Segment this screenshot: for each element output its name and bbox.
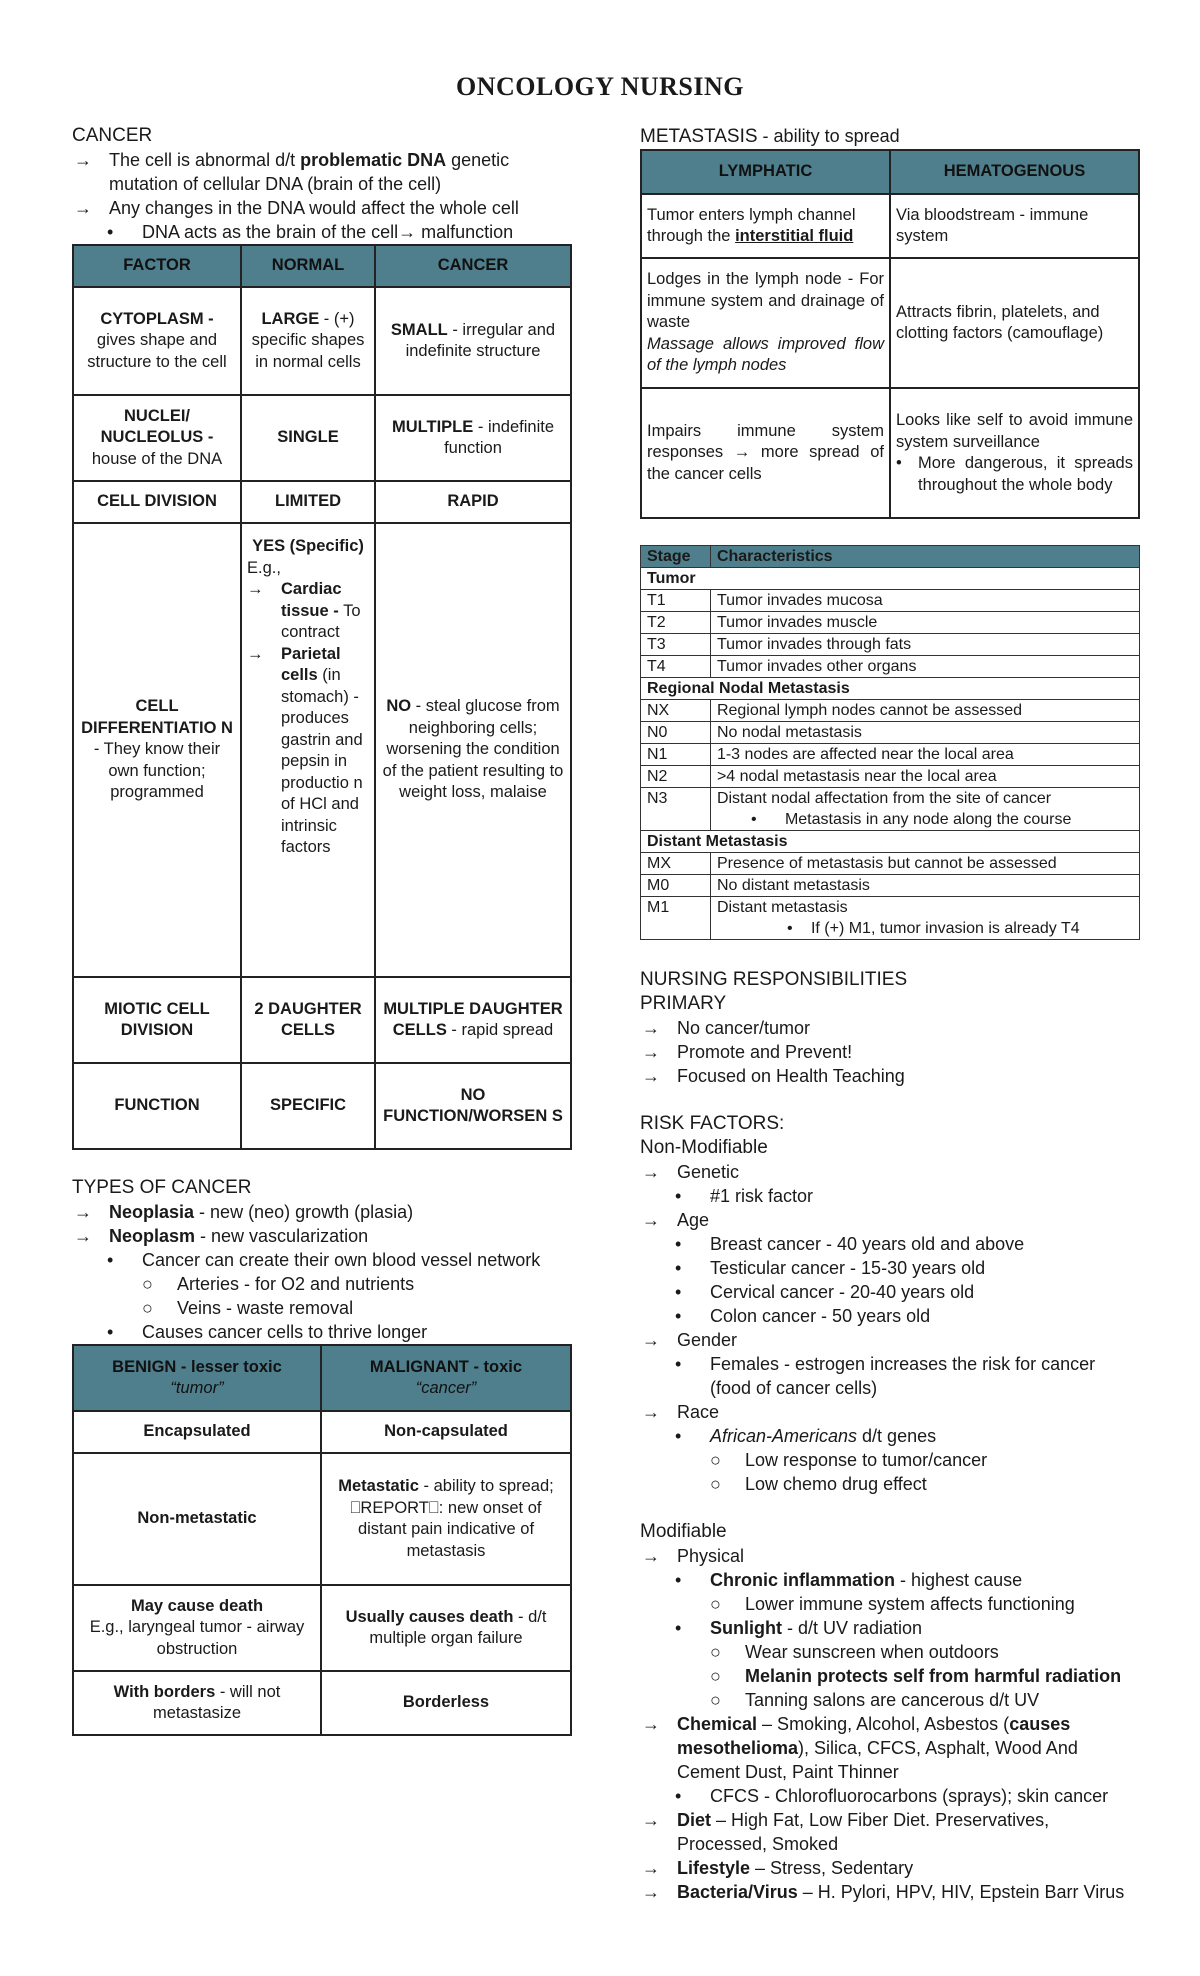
types-bullet-1: • Cancer can create their own blood vessel network: [107, 1250, 541, 1270]
metastasis-table: [640, 149, 1140, 519]
nursing-item: → No cancer/tumor: [642, 1018, 811, 1038]
table-cell: Tumor enters lymph channel through the interstitial fluid: [641, 194, 890, 258]
column-header: Characteristics: [710, 546, 1139, 568]
nursing-item: → Focused on Health Teaching: [642, 1066, 905, 1086]
table-header-row: [641, 546, 1140, 568]
bullet-icon: •: [675, 1570, 682, 1590]
nursing-heading: NURSING RESPONSIBILITIES: [640, 969, 908, 990]
list-item: • Breast cancer - 40 years old and above: [675, 1234, 1025, 1254]
table-cell: Non-metastatic: [73, 1453, 321, 1585]
list-item: • African-Americans d/t genes: [675, 1426, 937, 1446]
table-cell: Attracts fibrin, platelets, and clotting factors (camouflage): [890, 258, 1139, 388]
arrow-icon: →: [642, 1066, 660, 1086]
column-header: CANCER: [375, 245, 571, 287]
mod-heading: Modifiable: [640, 1521, 727, 1542]
list-item: • Females - estrogen increases the risk for cancer (food of cancer cells): [675, 1354, 1096, 1398]
table-cell: SMALL - irregular and indefinite structure: [375, 287, 571, 395]
table-row: [73, 1671, 571, 1735]
table-cell: Usually causes death - d/t multiple organ failure: [321, 1585, 571, 1671]
table-row: T1 Tumor invades mucosa: [641, 590, 1140, 612]
circle-icon: ○: [710, 1450, 721, 1470]
table-row: [641, 388, 1139, 518]
table-row: N0 No nodal metastasis: [641, 722, 1140, 744]
bullet-icon: •: [896, 454, 902, 472]
table-row: [73, 395, 571, 481]
bullet-icon: •: [675, 1258, 682, 1278]
factor-table: [72, 244, 572, 1150]
table-cell: Impairs immune system responses → more spread of the cancer cells: [641, 388, 890, 518]
risk-gender: → Gender: [642, 1330, 738, 1350]
column-header: MALIGNANT - toxic “cancer”: [321, 1345, 571, 1411]
column-header: NORMAL: [241, 245, 375, 287]
table-cell: With borders - will not metastasize: [73, 1671, 321, 1735]
bullet-icon: •: [675, 1234, 682, 1254]
table-group-row: Tumor: [641, 568, 1140, 590]
table-cell: NUCLEI/ NUCLEOLUS - house of the DNA: [73, 395, 241, 481]
bullet-icon: •: [107, 1250, 114, 1270]
column-header: BENIGN - lesser toxic “tumor”: [73, 1345, 321, 1411]
list-item: • CFCS - Chlorofluorocarbons (sprays); skin cancer: [675, 1786, 1109, 1806]
table-cell: RAPID: [375, 481, 571, 523]
column-header: FACTOR: [73, 245, 241, 287]
bullet-icon: •: [107, 1322, 114, 1342]
table-cell: MULTIPLE DAUGHTER CELLS - rapid spread: [375, 977, 571, 1063]
arrow-icon: →: [247, 644, 264, 663]
metastasis-heading: METASTASIS - ability to spread: [640, 126, 900, 147]
risk-bacteria: → Bacteria/Virus – H. Pylori, HPV, HIV, Epstein Barr Virus: [642, 1882, 1125, 1902]
table-cell: CYTOPLASM - gives shape and structure to the cell: [73, 287, 241, 395]
arrow-icon: →: [642, 1858, 660, 1878]
table-cell: SPECIFIC: [241, 1063, 375, 1149]
list-item: • Sunlight - d/t UV radiation: [675, 1618, 923, 1638]
cancer-sub-bullet: • DNA acts as the brain of the cell→ malfunction: [107, 222, 514, 242]
table-row: [73, 287, 571, 395]
table-cell: CELL DIVISION: [73, 481, 241, 523]
table-group-row: Distant Metastasis: [641, 831, 1140, 853]
bullet-icon: •: [675, 1282, 682, 1302]
table-cell: Non-capsulated: [321, 1411, 571, 1453]
table-row: T2 Tumor invades muscle: [641, 612, 1140, 634]
circle-icon: ○: [710, 1594, 721, 1614]
table-cell: LIMITED: [241, 481, 375, 523]
column-header: LYMPHATIC: [641, 150, 890, 194]
arrow-icon: →: [642, 1330, 660, 1350]
circle-icon: ○: [142, 1298, 153, 1318]
table-cell: SINGLE: [241, 395, 375, 481]
list-item: • Testicular cancer - 15-30 years old: [675, 1258, 986, 1278]
table-cell: Via bloodstream - immune system: [890, 194, 1139, 258]
list-item: ○ Wear sunscreen when outdoors: [710, 1642, 999, 1662]
table-row: N2 >4 nodal metastasis near the local area: [641, 766, 1140, 788]
arrow-icon: →: [642, 1210, 660, 1230]
table-row: [73, 1585, 571, 1671]
arrow-icon: →: [642, 1042, 660, 1062]
right-column: [640, 124, 1140, 1904]
table-row: [73, 1063, 571, 1149]
bullet-icon: •: [675, 1786, 682, 1806]
circle-icon: ○: [710, 1642, 721, 1662]
risk-heading: RISK FACTORS:: [640, 1113, 785, 1134]
table-cell: Encapsulated: [73, 1411, 321, 1453]
table-row: T3 Tumor invades through fats: [641, 634, 1140, 656]
nursing-subheading: PRIMARY: [640, 993, 727, 1014]
page-title: ONCOLOGY NURSING: [455, 72, 744, 101]
table-row: MX Presence of metastasis but cannot be assessed: [641, 853, 1140, 875]
list-item: ○ Tanning salons are cancerous d/t UV: [710, 1690, 1040, 1710]
bullet-icon: •: [750, 811, 757, 828]
bullet-icon: •: [675, 1426, 682, 1446]
table-cell: MULTIPLE - indefinite function: [375, 395, 571, 481]
left-column: [72, 124, 572, 1736]
table-row: N3 Distant nodal affectation from the site of cancer • Metastasis in any node along the course: [641, 788, 1140, 831]
arrow-icon: →: [247, 580, 264, 598]
table-cell: May cause death E.g., laryngeal tumor - airway obstruction: [73, 1585, 321, 1671]
list-item: • Chronic inflammation - highest cause: [675, 1570, 1023, 1590]
types-sub-bullet: ○ Arteries - for O2 and nutrients: [142, 1274, 415, 1294]
risk-diet: → Diet – High Fat, Low Fiber Diet. Preservatives, Processed, Smoked: [642, 1810, 1050, 1854]
staging-table: [640, 545, 1140, 940]
circle-icon: ○: [710, 1474, 721, 1494]
table-cell: Borderless: [321, 1671, 571, 1735]
table-header-row: [73, 1345, 571, 1411]
table-row: [641, 258, 1139, 388]
table-cell: FUNCTION: [73, 1063, 241, 1149]
types-point-1: → Neoplasia - new (neo) growth (plasia): [74, 1202, 414, 1222]
nursing-item: → Promote and Prevent!: [642, 1042, 853, 1062]
table-cell: MIOTIC CELL DIVISION: [73, 977, 241, 1063]
types-bullet-2: • Causes cancer cells to thrive longer: [107, 1322, 428, 1342]
table-group-row: Regional Nodal Metastasis: [641, 678, 1140, 700]
arrow-icon: →: [74, 198, 92, 218]
arrow-icon: →: [642, 1018, 660, 1038]
types-heading: TYPES OF CANCER: [72, 1177, 252, 1198]
table-row: T4 Tumor invades other organs: [641, 656, 1140, 678]
risk-genetic: → Genetic: [642, 1162, 740, 1182]
arrow-icon: →: [642, 1546, 660, 1566]
circle-icon: ○: [142, 1274, 153, 1294]
list-item: ○ Low response to tumor/cancer: [710, 1450, 988, 1470]
bullet-icon: •: [107, 222, 114, 242]
arrow-icon: →: [74, 1202, 92, 1222]
table-row: [73, 481, 571, 523]
table-cell: Metastatic - ability to spread; ⎕REPORT⎕: new onset of distant pain indicative of metastasis: [321, 1453, 571, 1585]
list-item: ○ Melanin protects self from harmful radiation: [710, 1666, 1122, 1686]
table-row: [641, 194, 1139, 258]
bullet-icon: •: [675, 1186, 682, 1206]
table-cell: NO - steal glucose from neighboring cells; worsening the condition of the patient resulting to weight loss, malaise: [375, 523, 571, 977]
table-cell: Looks like self to avoid immune system surveillance • More dangerous, it spreads throughout the whole body: [890, 388, 1139, 518]
circle-icon: ○: [710, 1666, 721, 1686]
cancer-point-2: → Any changes in the DNA would affect the whole cell: [74, 198, 519, 218]
table-row: NX Regional lymph nodes cannot be assessed: [641, 700, 1140, 722]
table-cell: NO FUNCTION/WORSEN S: [375, 1063, 571, 1149]
table-row: [73, 523, 571, 977]
risk-age: → Age: [642, 1210, 710, 1230]
arrow-icon: →: [74, 1226, 92, 1246]
list-item: • #1 risk factor: [675, 1186, 814, 1206]
column-header: HEMATOGENOUS: [890, 150, 1139, 194]
types-sub-bullet: ○ Veins - waste removal: [142, 1298, 354, 1318]
nonmod-heading: Non-Modifiable: [640, 1137, 768, 1158]
table-row: N1 1-3 nodes are affected near the local area: [641, 744, 1140, 766]
table-cell: Lodges in the lymph node - For immune system and drainage of waste Massage allows improved flow of the lymph nodes: [641, 258, 890, 388]
arrow-icon: →: [642, 1714, 660, 1734]
table-header-row: [73, 245, 571, 287]
cancer-point-1: → The cell is abnormal d/t problematic DNA genetic mutation of cellular DNA (brain of the cell): [74, 150, 510, 194]
arrow-icon: →: [642, 1810, 660, 1830]
table-cell: CELL DIFFERENTIATIO N - They know their own function; programmed: [73, 523, 241, 977]
table-header-row: [641, 150, 1139, 194]
bullet-icon: •: [675, 1354, 682, 1374]
table-row: [73, 1453, 571, 1585]
risk-lifestyle: → Lifestyle – Stress, Sedentary: [642, 1858, 914, 1878]
arrow-icon: →: [74, 150, 92, 170]
risk-race: → Race: [642, 1402, 720, 1422]
table-cell: YES (Specific) E.g., → Cardiac tissue - To contract → Parietal cells (in stomach) - produces gastrin and pepsin in productio n of HCl and intrinsic factors: [241, 523, 375, 977]
types-point-2: → Neoplasm - new vascularization: [74, 1226, 369, 1246]
bullet-icon: •: [675, 1306, 682, 1326]
list-item: ○ Low chemo drug effect: [710, 1474, 927, 1494]
list-item: • Cervical cancer - 20-40 years old: [675, 1282, 975, 1302]
benign-malignant-table: [72, 1344, 572, 1736]
table-cell: 2 DAUGHTER CELLS: [241, 977, 375, 1063]
table-cell: LARGE - (+) specific shapes in normal cells: [241, 287, 375, 395]
circle-icon: ○: [710, 1690, 721, 1710]
table-row: M0 No distant metastasis: [641, 875, 1140, 897]
arrow-icon: →: [642, 1162, 660, 1182]
bullet-icon: •: [675, 1618, 682, 1638]
table-row: M1 Distant metastasis • If (+) M1, tumor invasion is already T4: [641, 897, 1140, 940]
column-header: Stage: [641, 546, 711, 568]
list-item: ○ Lower immune system affects functioning: [710, 1594, 1075, 1614]
cancer-heading: CANCER: [72, 125, 153, 146]
arrow-icon: →: [642, 1402, 660, 1422]
table-row: [73, 1411, 571, 1453]
list-item: • Colon cancer - 50 years old: [675, 1306, 931, 1326]
table-row: [73, 977, 571, 1063]
risk-physical: → Physical: [642, 1546, 745, 1566]
bullet-icon: •: [786, 920, 793, 937]
risk-chemical: → Chemical – Smoking, Alcohol, Asbestos (causes mesothelioma), Silica, CFCS, Asphalt, Wood And Cement Dust, Paint Thinner: [642, 1714, 1078, 1782]
arrow-icon: →: [642, 1882, 660, 1902]
